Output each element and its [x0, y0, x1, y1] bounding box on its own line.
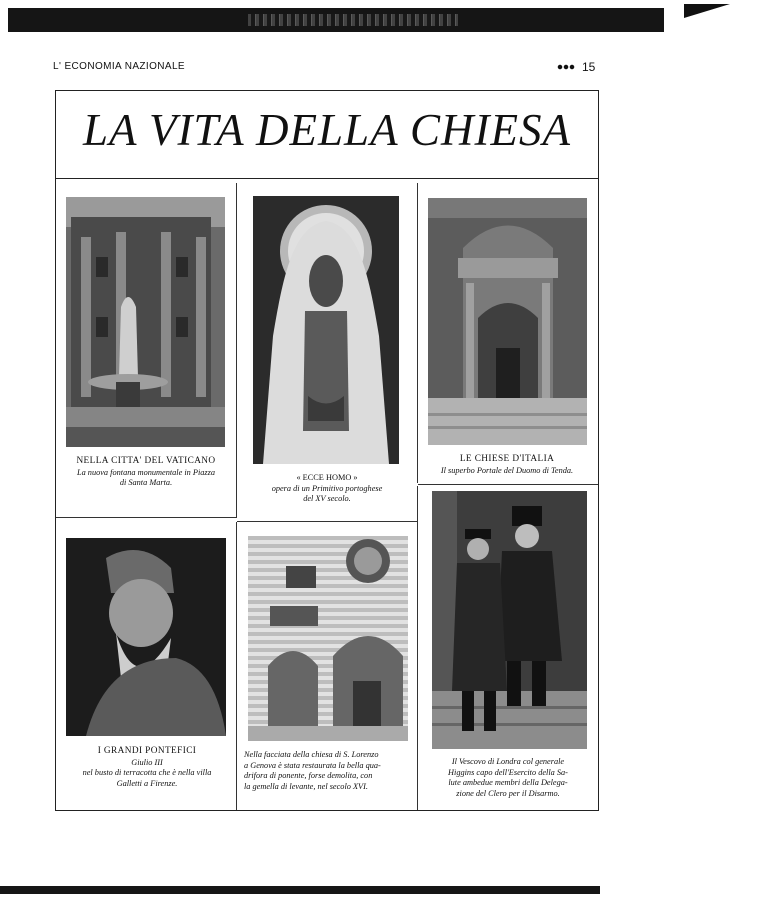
caption-heading: LE CHIESE D'ITALIA	[459, 454, 555, 464]
page-number: 15	[582, 60, 596, 74]
caption-line: la gemella di levante, nel secolo XVI.	[244, 781, 368, 791]
column-divider	[236, 522, 237, 810]
caption-giulio	[62, 746, 232, 789]
caption-heading: « ECCE HOMO »	[296, 473, 358, 482]
caption-line: drifora di ponente, forse demolita, con	[244, 771, 373, 780]
column-divider	[417, 486, 418, 810]
caption-bishop	[424, 757, 592, 799]
column-divider	[236, 183, 237, 518]
caption-tenda	[422, 454, 592, 476]
caption-line: opera di un Primitivo portoghese	[271, 483, 383, 493]
vatican-fountain-photo	[66, 197, 225, 447]
caption-line: zione del Clero per il Disarmo.	[456, 788, 560, 798]
row-divider	[418, 484, 598, 485]
san-lorenzo-photo	[248, 536, 408, 741]
ecce-homo-photo	[253, 196, 399, 464]
giulio-iii-bust-photo	[66, 538, 226, 736]
caption-vatican	[62, 456, 230, 489]
caption-line: lute ambedue membri della Delega-	[448, 778, 568, 787]
caption-line: Il Vescovo di Londra col generale	[451, 757, 565, 766]
row-divider	[56, 517, 236, 518]
caption-heading: NELLA CITTA' DEL VATICANO	[76, 456, 216, 466]
top-scan-band	[8, 8, 664, 32]
tenda-portal-photo	[428, 198, 587, 445]
publication-name: L' ECONOMIA NAZIONALE	[53, 61, 186, 72]
bishop-higgins-photo	[432, 491, 587, 749]
ornament-icon	[556, 64, 576, 70]
caption-line: di Santa Marta.	[119, 478, 173, 487]
caption-line: Il superbo Portale del Duomo di Tenda.	[440, 465, 574, 475]
top-corner-mark	[684, 4, 730, 18]
caption-san-lorenzo	[244, 750, 414, 792]
caption-line: Nella facciata della chiesa di S. Lorenzo	[244, 750, 379, 759]
caption-line: Higgins capo dell'Esercito della Sa-	[448, 767, 568, 777]
title-divider	[55, 178, 599, 179]
caption-subheading: Giulio III	[131, 757, 163, 767]
caption-line: del XV secolo.	[303, 494, 351, 503]
caption-line: Galletti a Firenze.	[116, 778, 178, 788]
caption-line: nel busto di terracotta che è nella villa	[82, 768, 212, 777]
row-divider	[237, 521, 417, 522]
column-divider	[417, 183, 418, 483]
caption-ecce-homo	[243, 473, 411, 505]
caption-line: a Genova è stata restaurata la bella qua-	[244, 760, 381, 770]
caption-heading: I GRANDI PONTEFICI	[97, 746, 197, 756]
bottom-scan-band	[0, 886, 600, 894]
caption-line: La nuova fontana monumentale in Piazza	[76, 467, 216, 477]
page-number-block	[556, 60, 595, 74]
page-title: LA VITA DELLA CHIESA	[83, 105, 571, 155]
